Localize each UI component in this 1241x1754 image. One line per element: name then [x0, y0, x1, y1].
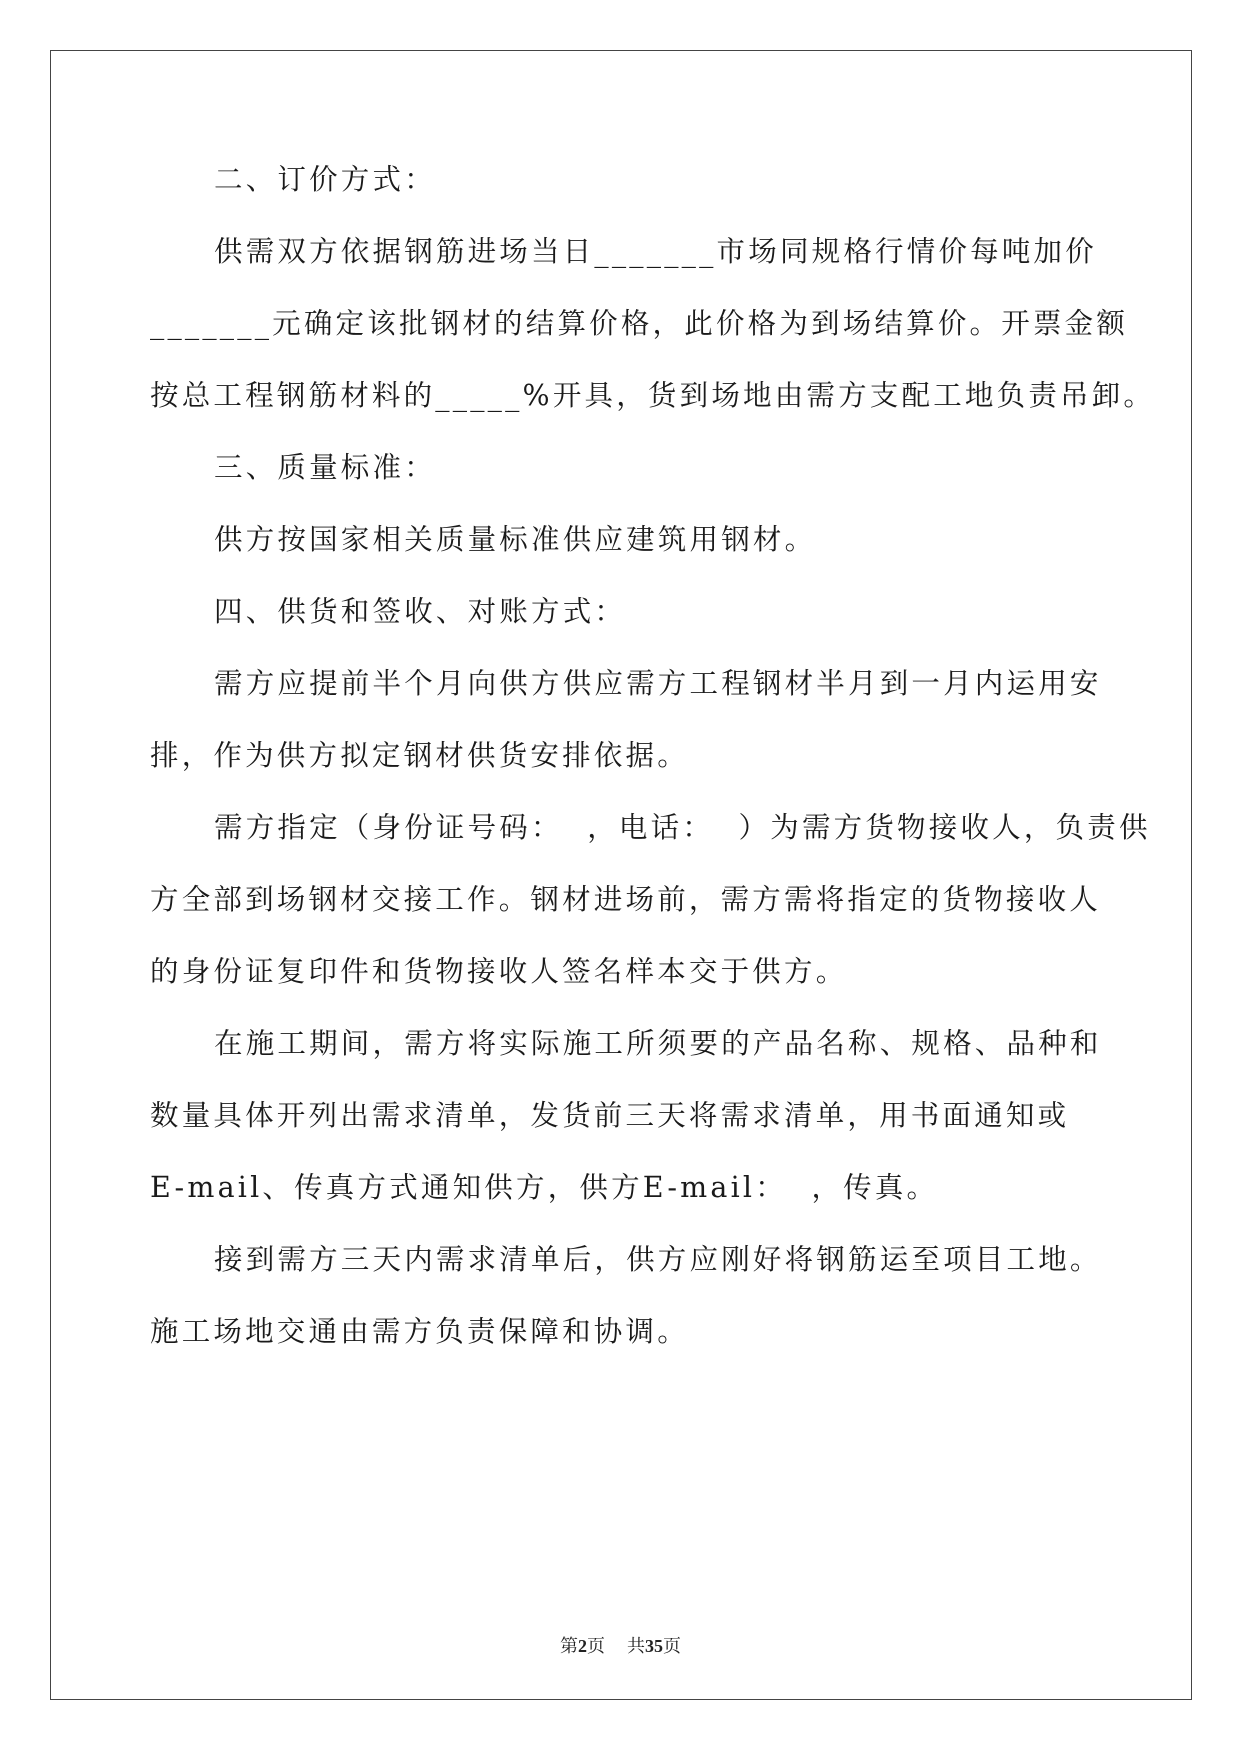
- paragraph-line: 需方应提前半个月向供方供应需方工程钢材半月到一月内运用安: [214, 667, 1102, 700]
- paragraph-line: 按总工程钢筋材料的_____%开具，货到场地由需方支配工地负责吊卸。: [150, 379, 1156, 412]
- paragraph-line: 供需双方依据钢筋进场当日_______市场同规格行情价每吨加价: [214, 235, 1097, 268]
- footer-total-unit: 页: [663, 1636, 681, 1656]
- paragraph-line: _______元确定该批钢材的结算价格，此价格为到场结算价。开票金额: [150, 307, 1129, 340]
- paragraph-line: 方全部到场钢材交接工作。钢材进场前，需方需将指定的货物接收人: [150, 883, 1102, 916]
- paragraph-line: 供方按国家相关质量标准供应建筑用钢材。: [214, 523, 817, 556]
- footer-total-pages: 35: [645, 1636, 663, 1656]
- page-footer: [0, 1632, 1241, 1658]
- paragraph-line: 的身份证复印件和货物接收人签名样本交于供方。: [150, 955, 848, 988]
- section-heading-pricing: 二、订价方式：: [214, 163, 436, 196]
- paragraph-line: 接到需方三天内需求清单后，供方应刚好将钢筋运至项目工地。: [214, 1243, 1102, 1276]
- paragraph-line: 数量具体开列出需求清单，发货前三天将需求清单，用书面通知或: [150, 1099, 1070, 1132]
- paragraph-line: E-mail、传真方式通知供方，供方E-mail： ，传真。: [150, 1171, 939, 1204]
- paragraph-line: 排，作为供方拟定钢材供货安排依据。: [150, 739, 689, 772]
- section-heading-supply: 四、供货和签收、对账方式：: [214, 595, 627, 628]
- footer-page-number: 2: [578, 1636, 587, 1656]
- paragraph-line: 施工场地交通由需方负责保障和协调。: [150, 1315, 689, 1348]
- page-border: [50, 50, 1192, 1700]
- paragraph-line: 在施工期间，需方将实际施工所须要的产品名称、规格、品种和: [214, 1027, 1102, 1060]
- paragraph-line: 需方指定（身份证号码： ，电话： ）为需方货物接收人，负责供: [214, 811, 1151, 844]
- footer-total-prefix: 共: [627, 1636, 645, 1656]
- footer-page-unit: 页: [587, 1636, 605, 1656]
- footer-page-prefix: 第: [560, 1636, 578, 1656]
- section-heading-quality: 三、质量标准：: [214, 451, 436, 484]
